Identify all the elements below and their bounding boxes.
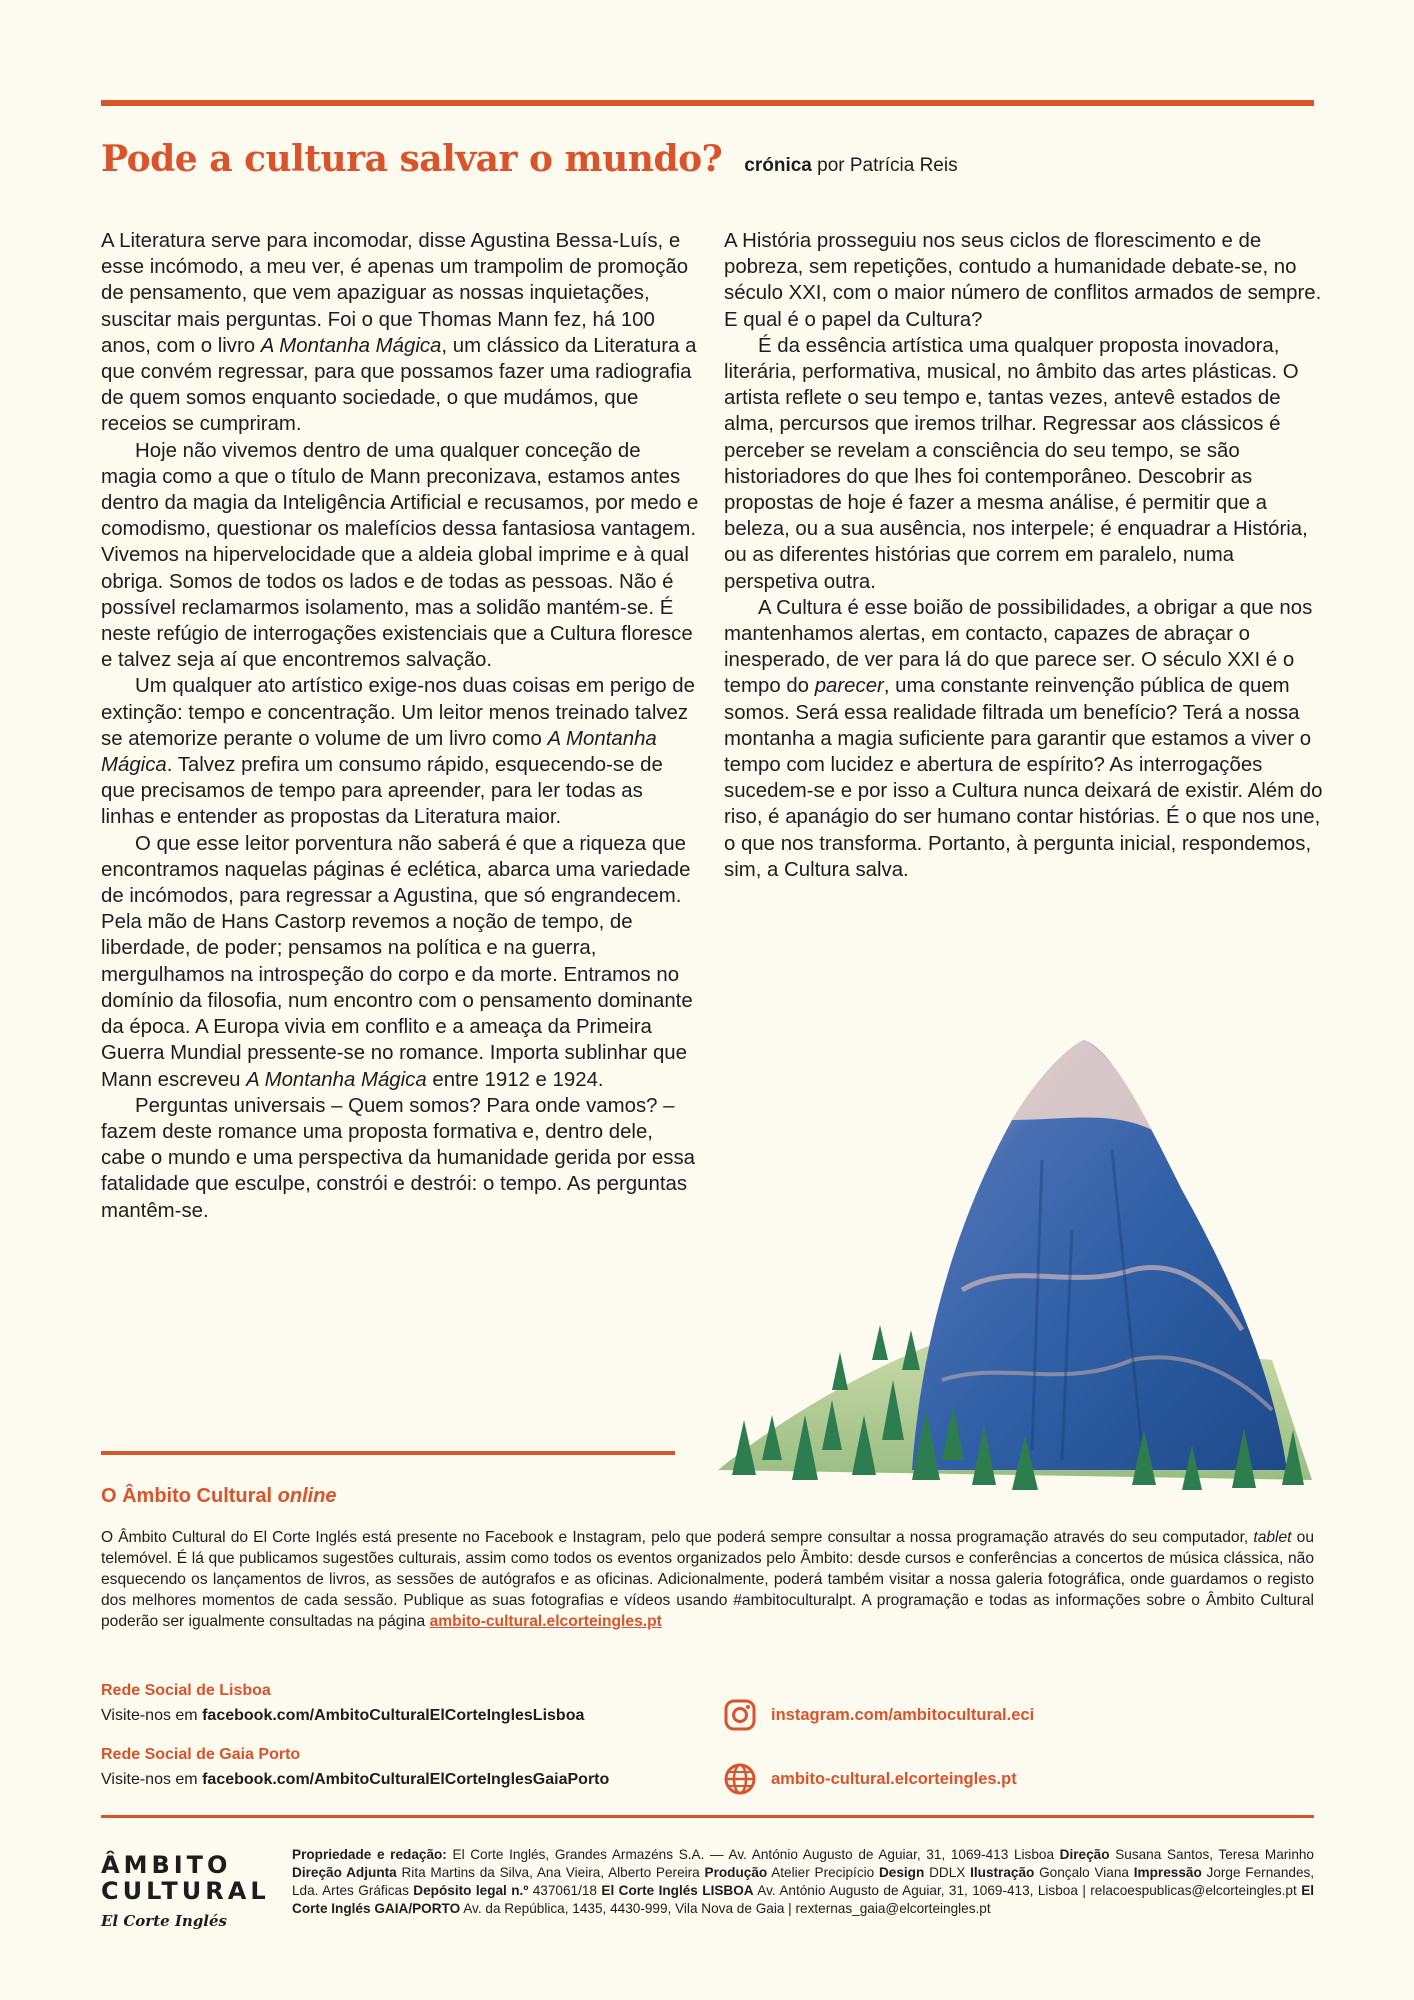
social-gaia-line: Visite-nos em facebook.com/AmbitoCulturalElCorteInglesGaiaPorto xyxy=(101,1771,610,1788)
book-title: A Montanha Mágica xyxy=(260,334,442,357)
top-rule xyxy=(101,100,1314,106)
emphasis: parecer xyxy=(814,675,884,698)
section-divider xyxy=(101,1451,675,1455)
paragraph: Hoje não vivemos dentro de uma qualquer conceção de magia como a que o título de Mann preconizava, estamos antes dentro da magia da Inteligência Artificial e recusamos, por medo e comodismo, questionar os malefícios dessa fantasiosa vantagem. Vivemos na hipervelocidade que a aldeia global imprime e à qual obriga. Somos de todos os lados e de todas as pessoas. Não é possível reclamarmos isolamento, mas a solidão mantém-se. É neste refúgio de interrogações existenciais que a Cultura floresce e talvez seja aí que encontremos salvação. xyxy=(101,439,699,672)
web-link[interactable] xyxy=(723,1762,1017,1796)
paragraph: O que esse leitor porventura não saberá é que a riqueza que encontramos naquelas páginas é eclética, abarca uma variedade de incómodos, para regressar a Agustina, que só engrandecem. Pela mão de Hans Castorp revemos a noção de tempo, de liberdade, de poder; pensamos na política e na guerra, mergulhamos na introspeção do corpo e da morte. Entramos no domínio da filosofia, num encontro com o pensamento dominante da época. A Europa vivia em conflito e a ameaça da Primeira Guerra Mundial pressente-se no romance. Importa sublinhar que Mann escreveu A Montanha Mágica entre 1912 e 1924. xyxy=(101,832,693,1091)
colophon: Propriedade e redação: El Corte Inglés, Grandes Armazéns S.A. — Av. António Augusto de Aguiar, 31, 1069-413 Lisboa Direção Susana Santos, Teresa Marinho Direção Adjunta Rita Martins da Silva, Ana Vieira, Alberto Pereira Produção Atelier Precipício Design DDLX Ilustração Gonçalo Viana Impressão Jorge Fernandes, Lda. Artes Gráficas Depósito legal n.º 437061/18 El Corte Inglés LISBOA Av. António Augusto de Aguiar, 31, 1069-413, Lisboa | relacoespublicas@elcorteingles.pt El Corte Inglés GAIA/PORTO Av. da República, 1435, 4430-999, Vila Nova de Gaia | rexternas_gaia@elcorteingles.pt xyxy=(292,1847,1315,1916)
paragraph: É da essência artística uma qualquer proposta inovadora, literária, performativa, musical, no âmbito das artes plásticas. O artista reflete o seu tempo e, tantas vezes, antevê estados de alma, percursos que iremos trilhar. Regressar aos clássicos é perceber se revelam a consciência do seu tempo, se são historiadores do que lhes foi contemporâneo. Descobrir as propostas de hoje é fazer a mesma análise, é permitir que a beleza, ou a sua ausência, nos interpele; é enquadrar a História, ou as diferentes histórias que correm em paralelo, numa perspetiva outra. xyxy=(724,334,1308,593)
paragraph: A Literatura serve para incomodar, disse Agustina Bessa-Luís, e esse incómodo, a meu ver, é apenas um trampolim de promoção de pensamento, que vem apaziguar as nossas inquietações, suscitar mais perguntas. Foi o que Thomas Mann fez, há 100 anos, com o livro A Montanha Mágica, um clássico da Literatura a que convém regressar, para que possamos fazer uma radiografia de quem somos enquanto sociedade, o que mudámos, que receios se cumpriram. xyxy=(101,230,697,436)
social-lisboa-label: Rede Social de Lisboa xyxy=(101,1682,271,1699)
article-column-right xyxy=(724,228,1324,883)
byline-author: por Patrícia Reis xyxy=(817,155,958,176)
paragraph: A História prosseguiu nos seus ciclos de florescimento e de pobreza, sem repetições, contudo a humanidade debate-se, no século XXI, com o maior número de conflitos armados de sempre. E qual é o papel da Cultura? xyxy=(724,230,1322,331)
book-title: A Montanha Mágica xyxy=(246,1068,427,1091)
instagram-link[interactable] xyxy=(723,1698,1034,1732)
byline xyxy=(744,155,957,177)
paragraph: A Cultura é esse boião de possibilidades, a obrigar a que nos mantenhamos alertas, em contacto, capazes de abraçar o inesperado, de ver para lá do que parece ser. O século XXI é o tempo do parecer, uma constante reinvenção pública de quem somos. Será essa realidade filtrada um benefício? Terá a nossa montanha a magia suficiente para garantir que estamos a viver o tempo com lucidez e abertura de espírito? As interrogações sucedem-se e por isso a Cultura nunca deixará de existir. Além do riso, é apanágio do ser humano contar histórias. É o que nos une, o que nos transforma. Portanto, à pergunta inicial, respondemos, sim, a Cultura salva. xyxy=(724,596,1323,881)
byline-type: crónica xyxy=(744,155,812,176)
social-lisboa-line: Visite-nos em facebook.com/AmbitoCulturalElCorteInglesLisboa xyxy=(101,1707,585,1724)
paragraph: Um qualquer ato artístico exige-nos duas coisas em perigo de extinção: tempo e concentração. Um leitor menos treinado talvez se atemorize perante o volume de um livro como A Montanha Mágica. Talvez prefira um consumo rápido, esquecendo-se de que precisamos de tempo para apreender, para ler todas as linhas e entender as propostas da Literatura maior. xyxy=(101,675,695,829)
ambito-cultural-logo xyxy=(101,1852,281,1930)
instagram-icon xyxy=(723,1698,757,1732)
logo-line-1: ÂMBITO xyxy=(101,1851,232,1879)
title-row xyxy=(101,138,958,180)
page-title: Pode a cultura salvar o mundo? xyxy=(101,138,723,180)
facebook-gaia-link[interactable]: facebook.com/AmbitoCulturalElCorteInglesGaiaPorto xyxy=(202,1771,610,1788)
article-column-left xyxy=(101,228,701,1224)
footer-rule xyxy=(101,1815,1314,1818)
online-heading: O Âmbito Cultural online xyxy=(101,1485,337,1507)
social-gaia-label: Rede Social de Gaia Porto xyxy=(101,1746,301,1763)
logo-line-2: CULTURAL xyxy=(101,1877,270,1905)
paragraph: Perguntas universais – Quem somos? Para onde vamos? – fazem deste romance uma proposta formativa e, dentro dele, cabe o mundo e uma perspectiva da humanidade gerida por essa fatalidade que esculpe, constrói e destrói: o tempo. As perguntas mantêm-se. xyxy=(101,1094,695,1222)
instagram-url: instagram.com/ambitocultural.eci xyxy=(771,1705,1035,1724)
mountain-illustration xyxy=(712,1030,1324,1500)
website-url: ambito-cultural.elcorteingles.pt xyxy=(771,1769,1017,1788)
online-description: O Âmbito Cultural do El Corte Inglés está presente no Facebook e Instagram, pelo que poderá sempre consultar a nossa programação através do seu computador, tablet ou telemóvel. É lá que publicamos sugestões culturais, assim como todos os eventos organizados pelo Âmbito: desde cursos e conferências a concertos de música clássica, não esquecendo os lançamentos de livros, as sessões de autógrafos e as oficinas. Adicionalmente, poderá também visitar a nossa galeria fotográfica, onde guardamos o registo dos melhores momentos de cada sessão. Publique as suas fotografias e vídeos usando #ambitoculturalpt. A programação e todas as informações sobre o Âmbito Cultural poderão ser igualmente consultadas na página ambito-cultural.elcorteingles.pt xyxy=(101,1529,1314,1630)
el-corte-ingles-logo: El Corte Inglés xyxy=(101,1912,227,1930)
globe-icon xyxy=(723,1762,757,1796)
facebook-lisboa-link[interactable]: facebook.com/AmbitoCulturalElCorteInglesLisboa xyxy=(202,1707,585,1724)
book-title: A Montanha Mágica xyxy=(101,727,657,777)
website-link[interactable]: ambito-cultural.elcorteingles.pt xyxy=(429,1613,662,1630)
